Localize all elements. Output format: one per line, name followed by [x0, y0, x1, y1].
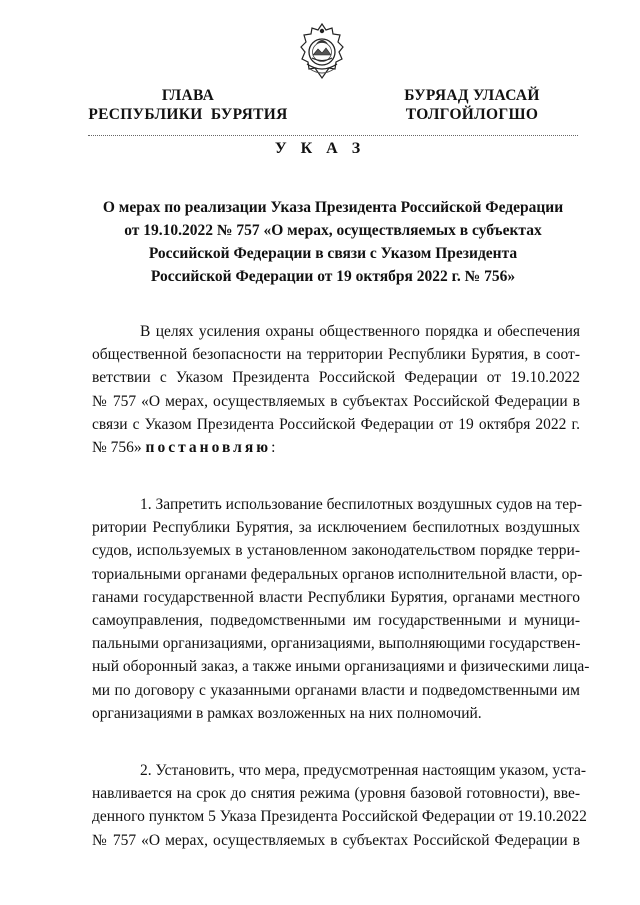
paragraph-line: ганами государственной власти Республики Бурятия, органами местного	[92, 588, 580, 606]
issuer-line: РЕСПУБЛИКИ БУРЯТИЯ	[88, 106, 288, 123]
paragraph-line: судов, используемых в установленном законодательством порядке терри-	[92, 542, 580, 560]
paragraph-line: ториальными органами федеральных органов исполнительной власти, ор-	[92, 565, 583, 583]
decree-subject	[88, 196, 578, 288]
header-divider	[88, 135, 578, 136]
subject-line: О мерах по реализации Указа Президента Российской Федерации	[102, 199, 564, 216]
item-1-paragraph	[92, 493, 590, 725]
paragraph-line: ный оборонный заказ, а также иными организациями и физическими лица-	[92, 658, 590, 676]
paragraph-line: 1. Запретить использование беспилотных воздушных судов на тер-	[140, 496, 582, 513]
issuer-russian	[88, 86, 288, 124]
paragraph-line: № 757 «О мерах, осуществляемых в субъектах Российской Федерации в	[92, 831, 580, 849]
paragraph-line: пальными организациями, организациями, выполняющими государствен-	[92, 635, 581, 653]
decree-word: постановляю	[145, 439, 272, 457]
paragraph-line: В целях усиления охраны общественного порядка и обеспечения	[140, 323, 580, 340]
coat-of-arms-emblem	[299, 22, 345, 80]
document-type: У К А З	[274, 140, 366, 157]
paragraph-line: навливается на срок до снятия режима (уровня базовой готовности), вве-	[92, 785, 580, 803]
preamble-paragraph	[92, 320, 580, 459]
issuer-buryat	[372, 86, 572, 124]
issuer-line: БУРЯАД УЛАСАЙ	[404, 87, 540, 104]
paragraph-line: денного пунктом 5 Указа Президента Российской Федерации от 19.10.2022	[92, 808, 587, 826]
paragraph-line: самоуправления, подведомственными им государственными и муници-	[92, 612, 580, 630]
paragraph-line: ми по договору с указанными органами власти и подведомственными им	[92, 681, 580, 699]
subject-line: Российской Федерации в связи с Указом Президента	[148, 245, 518, 262]
subject-line: Российской Федерации от 19 октября 2022 г. № 756»	[150, 268, 516, 285]
subject-line: от 19.10.2022 № 757 «О мерах, осуществляемых в субъектах	[124, 222, 542, 239]
paragraph-line	[92, 436, 580, 459]
paragraph-line: связи с Указом Президента Российской Федерации от 19 октября 2022 г.	[92, 415, 580, 433]
paragraph-line: № 757 «О мерах, осуществляемых в субъектах Российской Федерации в	[92, 392, 580, 410]
item-2-paragraph	[92, 759, 587, 852]
paragraph-line: ветствии с Указом Президента Российской Федерации от 19.10.2022	[92, 369, 580, 387]
issuer-line: ТОЛГОЙЛОГШО	[405, 106, 539, 123]
paragraph-line: ритории Республики Бурятия, за исключением беспилотных воздушных	[92, 519, 580, 537]
paragraph-line: организациями в рамках возложенных на них полномочий.	[92, 704, 482, 722]
line-prefix: № 756»	[92, 439, 146, 457]
issuer-line: ГЛАВА	[161, 87, 215, 104]
paragraph-line: общественной безопасности на территории Республики Бурятия, в соот-	[92, 346, 580, 364]
line-suffix: :	[271, 439, 276, 457]
paragraph-line: 2. Установить, что мера, предусмотренная настоящим указом, уста-	[140, 762, 587, 779]
